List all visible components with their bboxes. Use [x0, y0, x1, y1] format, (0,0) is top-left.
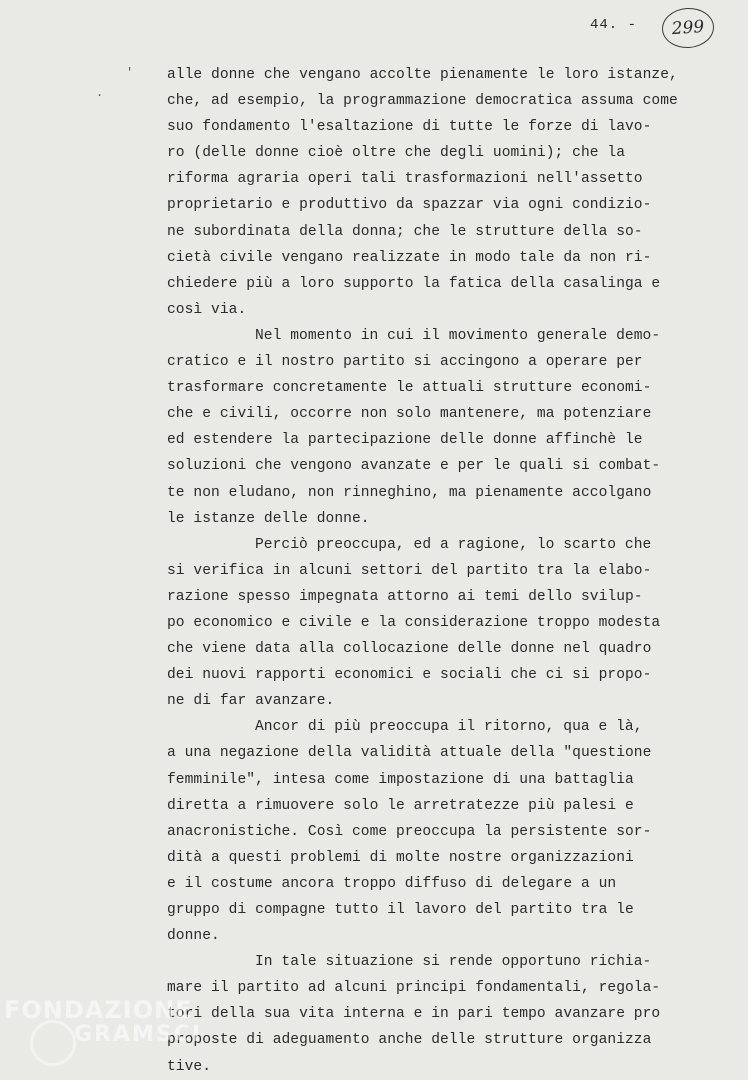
text-line: femminile", intesa come impostazione di una battaglia [167, 771, 634, 788]
text-line: a una negazione della validità attuale della "questione [167, 745, 652, 762]
text-line: po economico e civile e la considerazione troppo modesta [167, 614, 661, 631]
text-line: cratico e il nostro partito si accingono a operare per [167, 354, 643, 371]
text-line: donne. [167, 928, 220, 945]
text-line: dei nuovi rapporti economici e sociali che ci si propo- [167, 667, 652, 684]
paragraph [167, 62, 707, 323]
text-line: suo fondamento l'esaltazione di tutte le forze di lavo- [167, 119, 652, 136]
paragraph [167, 949, 707, 1079]
text-line: ne di far avanzare. [167, 693, 335, 710]
text-line: si verifica in alcuni settori del partito tra la elabo- [167, 562, 652, 579]
text-line: Ancor di più preoccupa il ritorno, qua e là, [255, 719, 643, 736]
text-line: ro (delle donne cioè oltre che degli uomini); che la [167, 145, 625, 162]
paragraph [167, 714, 707, 949]
text-line: che e civili, occorre non solo mantenere, ma potenziare [167, 406, 652, 423]
text-line: Nel momento in cui il movimento generale demo- [255, 327, 661, 344]
text-line: e il costume ancora troppo diffuso di delegare a un [167, 875, 617, 892]
margin-mark: . [96, 86, 104, 100]
text-line: le istanze delle donne. [167, 510, 370, 527]
text-line: te non eludano, non rinneghino, ma pienamente accolgano [167, 484, 652, 501]
text-line: dità a questi problemi di molte nostre organizzazioni [167, 849, 634, 866]
text-line: proposte di adeguamento anche delle strutture organizza [167, 1032, 652, 1049]
text-line: trasformare concretamente le attuali strutture economi- [167, 380, 652, 397]
watermark-line: FONDAZIONE [4, 996, 193, 1024]
text-line: In tale situazione si rende opportuno richia- [255, 954, 652, 971]
text-line: razione spesso impegnata attorno ai temi dello svilup- [167, 588, 643, 605]
text-line: riforma agraria operi tali trasformazioni nell'assetto [167, 171, 643, 188]
text-line: chiedere più a loro supporto la fatica della casalinga e [167, 275, 661, 292]
text-line: tive. [167, 1058, 212, 1075]
text-line: soluzioni che vengono avanzate e per le quali si combat- [167, 458, 661, 475]
paragraph [167, 323, 707, 532]
watermark-line: GRAMSCI [74, 1022, 203, 1047]
archive-stamp-number: 299 [661, 6, 716, 50]
text-line: che viene data alla collocazione delle donne nel quadro [167, 641, 652, 658]
text-line: gruppo di compagne tutto il lavoro del partito tra le [167, 902, 634, 918]
watermark-logo-icon [30, 1020, 76, 1066]
text-line: ne subordinata della donna; che le strutture della so- [167, 223, 643, 240]
text-line: alle donne che vengano accolte pienamente le loro istanze, [167, 67, 678, 83]
text-line: cietà civile vengano realizzate in modo tale da non ri- [167, 249, 652, 266]
document-body [167, 62, 707, 1080]
text-line: diretta a rimuovere solo le arretratezze più palesi e [167, 797, 634, 814]
margin-mark: ' [126, 66, 134, 80]
text-line: ed estendere la partecipazione delle donne affinchè le [167, 432, 643, 449]
text-line: che, ad esempio, la programmazione democratica assuma come [167, 93, 678, 110]
text-line: mare il partito ad alcuni principi fondamentali, regola- [167, 980, 661, 997]
text-line: tori della sua vita interna e in pari tempo avanzare pro [167, 1006, 661, 1023]
page-number: 44. - [590, 17, 638, 33]
text-line: Perciò preoccupa, ed a ragione, lo scarto che [255, 536, 652, 553]
paragraph [167, 532, 707, 715]
text-line: così via. [167, 301, 247, 318]
text-line: proprietario e produttivo da spazzar via ogni condizio- [167, 197, 652, 214]
text-line: anacronistiche. Così come preoccupa la persistente sor- [167, 823, 652, 840]
